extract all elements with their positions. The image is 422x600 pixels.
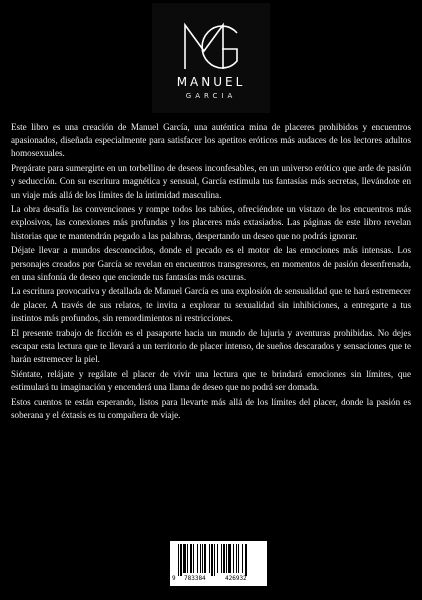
barcode-bar — [197, 544, 198, 573]
author-logo — [152, 3, 270, 113]
barcode-left-digits: 783384 — [184, 575, 206, 582]
barcode-bar — [233, 544, 234, 573]
barcode-bar — [190, 544, 192, 573]
author-name: MANUEL — [176, 75, 246, 89]
mg-monogram-icon — [182, 21, 240, 73]
barcode-bar — [242, 544, 243, 573]
barcode-bar — [204, 544, 206, 573]
paragraph: El presente trabajo de ficción es el pasaporte hacia un mundo de lujuria y aventuras prohibidas. No dejes escapar esta lectura que te llevará a un territorio de placer intenso, de sueños descarados y sensaciones que te harán estremecer la piel. — [11, 327, 411, 364]
barcode-bar — [214, 544, 215, 576]
paragraph: Prepárate para sumergirte en un torbellino de deseos inconfesables, en un universo erótico que arde de pasión y seducción. Con su escritura magnética y sensual, García estimula tus fantasías más secretas, llevándote en un viaje más allá de los límites de la intimidad masculina. — [11, 163, 411, 200]
barcode-bar — [200, 544, 201, 573]
barcode-right-digits: 426932 — [225, 575, 247, 582]
barcode-bar — [187, 544, 188, 573]
barcode-bar — [211, 544, 213, 576]
author-surname: GARCIA — [185, 92, 237, 100]
barcode-bar — [221, 544, 222, 573]
barcode-bar — [180, 544, 182, 576]
paragraph: Este libro es una creación de Manuel García, una auténtica mina de placeres prohibidos y encuentros apasionados, diseñada especialmente para satisfacer los apetitos eróticos más audaces de los lectores adultos homosexuales. — [11, 122, 411, 159]
barcode-bar — [202, 544, 203, 573]
barcode-bars — [172, 544, 265, 576]
paragraph: Estos cuentos te están esperando, listos para llevarte más allá de los límites del placer, donde la pasión es soberana y el éxtasis es tu compañera de viaje. — [11, 396, 411, 420]
barcode-bar — [217, 544, 218, 573]
barcode-bar — [228, 544, 231, 573]
paragraph: Siéntate, relájate y regálate el placer de vivir una lectura que te brindará emociones sin límites, que estimulará tu imaginación y encenderá una llama de deseo que no podrá ser domada. — [11, 368, 411, 392]
barcode-bar — [226, 544, 227, 573]
paragraph: La obra desafía las convenciones y rompe todos los tabúes, ofreciéndote un vistazo de los encuentros más explosivos, las conexiones más profundas y los placeres más extasiados. Las páginas de este libro revelan historias que te mantendrán pegado a las palabras, despertando un deseo que no podrás ignorar. — [11, 204, 411, 241]
barcode-bar — [236, 544, 237, 573]
paragraph: Déjate llevar a mundos desconocidos, donde el pecado es el motor de las emociones más intensas. Los personajes creados por García se revelan en encuentros transgresores, en momentos de pasión desenfrenada, en una sinfonía de deseo que enciende tus fantasías más oscuras. — [11, 245, 411, 282]
barcode-bar — [193, 544, 194, 573]
barcode-bar — [178, 544, 179, 576]
barcode-bar — [245, 544, 247, 576]
barcode-bar — [223, 544, 225, 573]
barcode-prefix: 9 — [172, 575, 176, 582]
isbn-barcode — [170, 541, 267, 586]
barcode-bar — [209, 544, 210, 573]
barcode-bar — [183, 544, 186, 573]
paragraph: La escritura provocativa y detallada de Manuel García es una explosión de sensualidad que te hará estremecer de placer. A través de sus relatos, te invita a explorar tu sexualidad sin inhibiciones, a entregarte a tus instintos más profundos, sin remordimientos ni restricciones. — [11, 286, 411, 323]
back-cover-blurb — [11, 121, 411, 423]
barcode-bar — [238, 544, 239, 573]
